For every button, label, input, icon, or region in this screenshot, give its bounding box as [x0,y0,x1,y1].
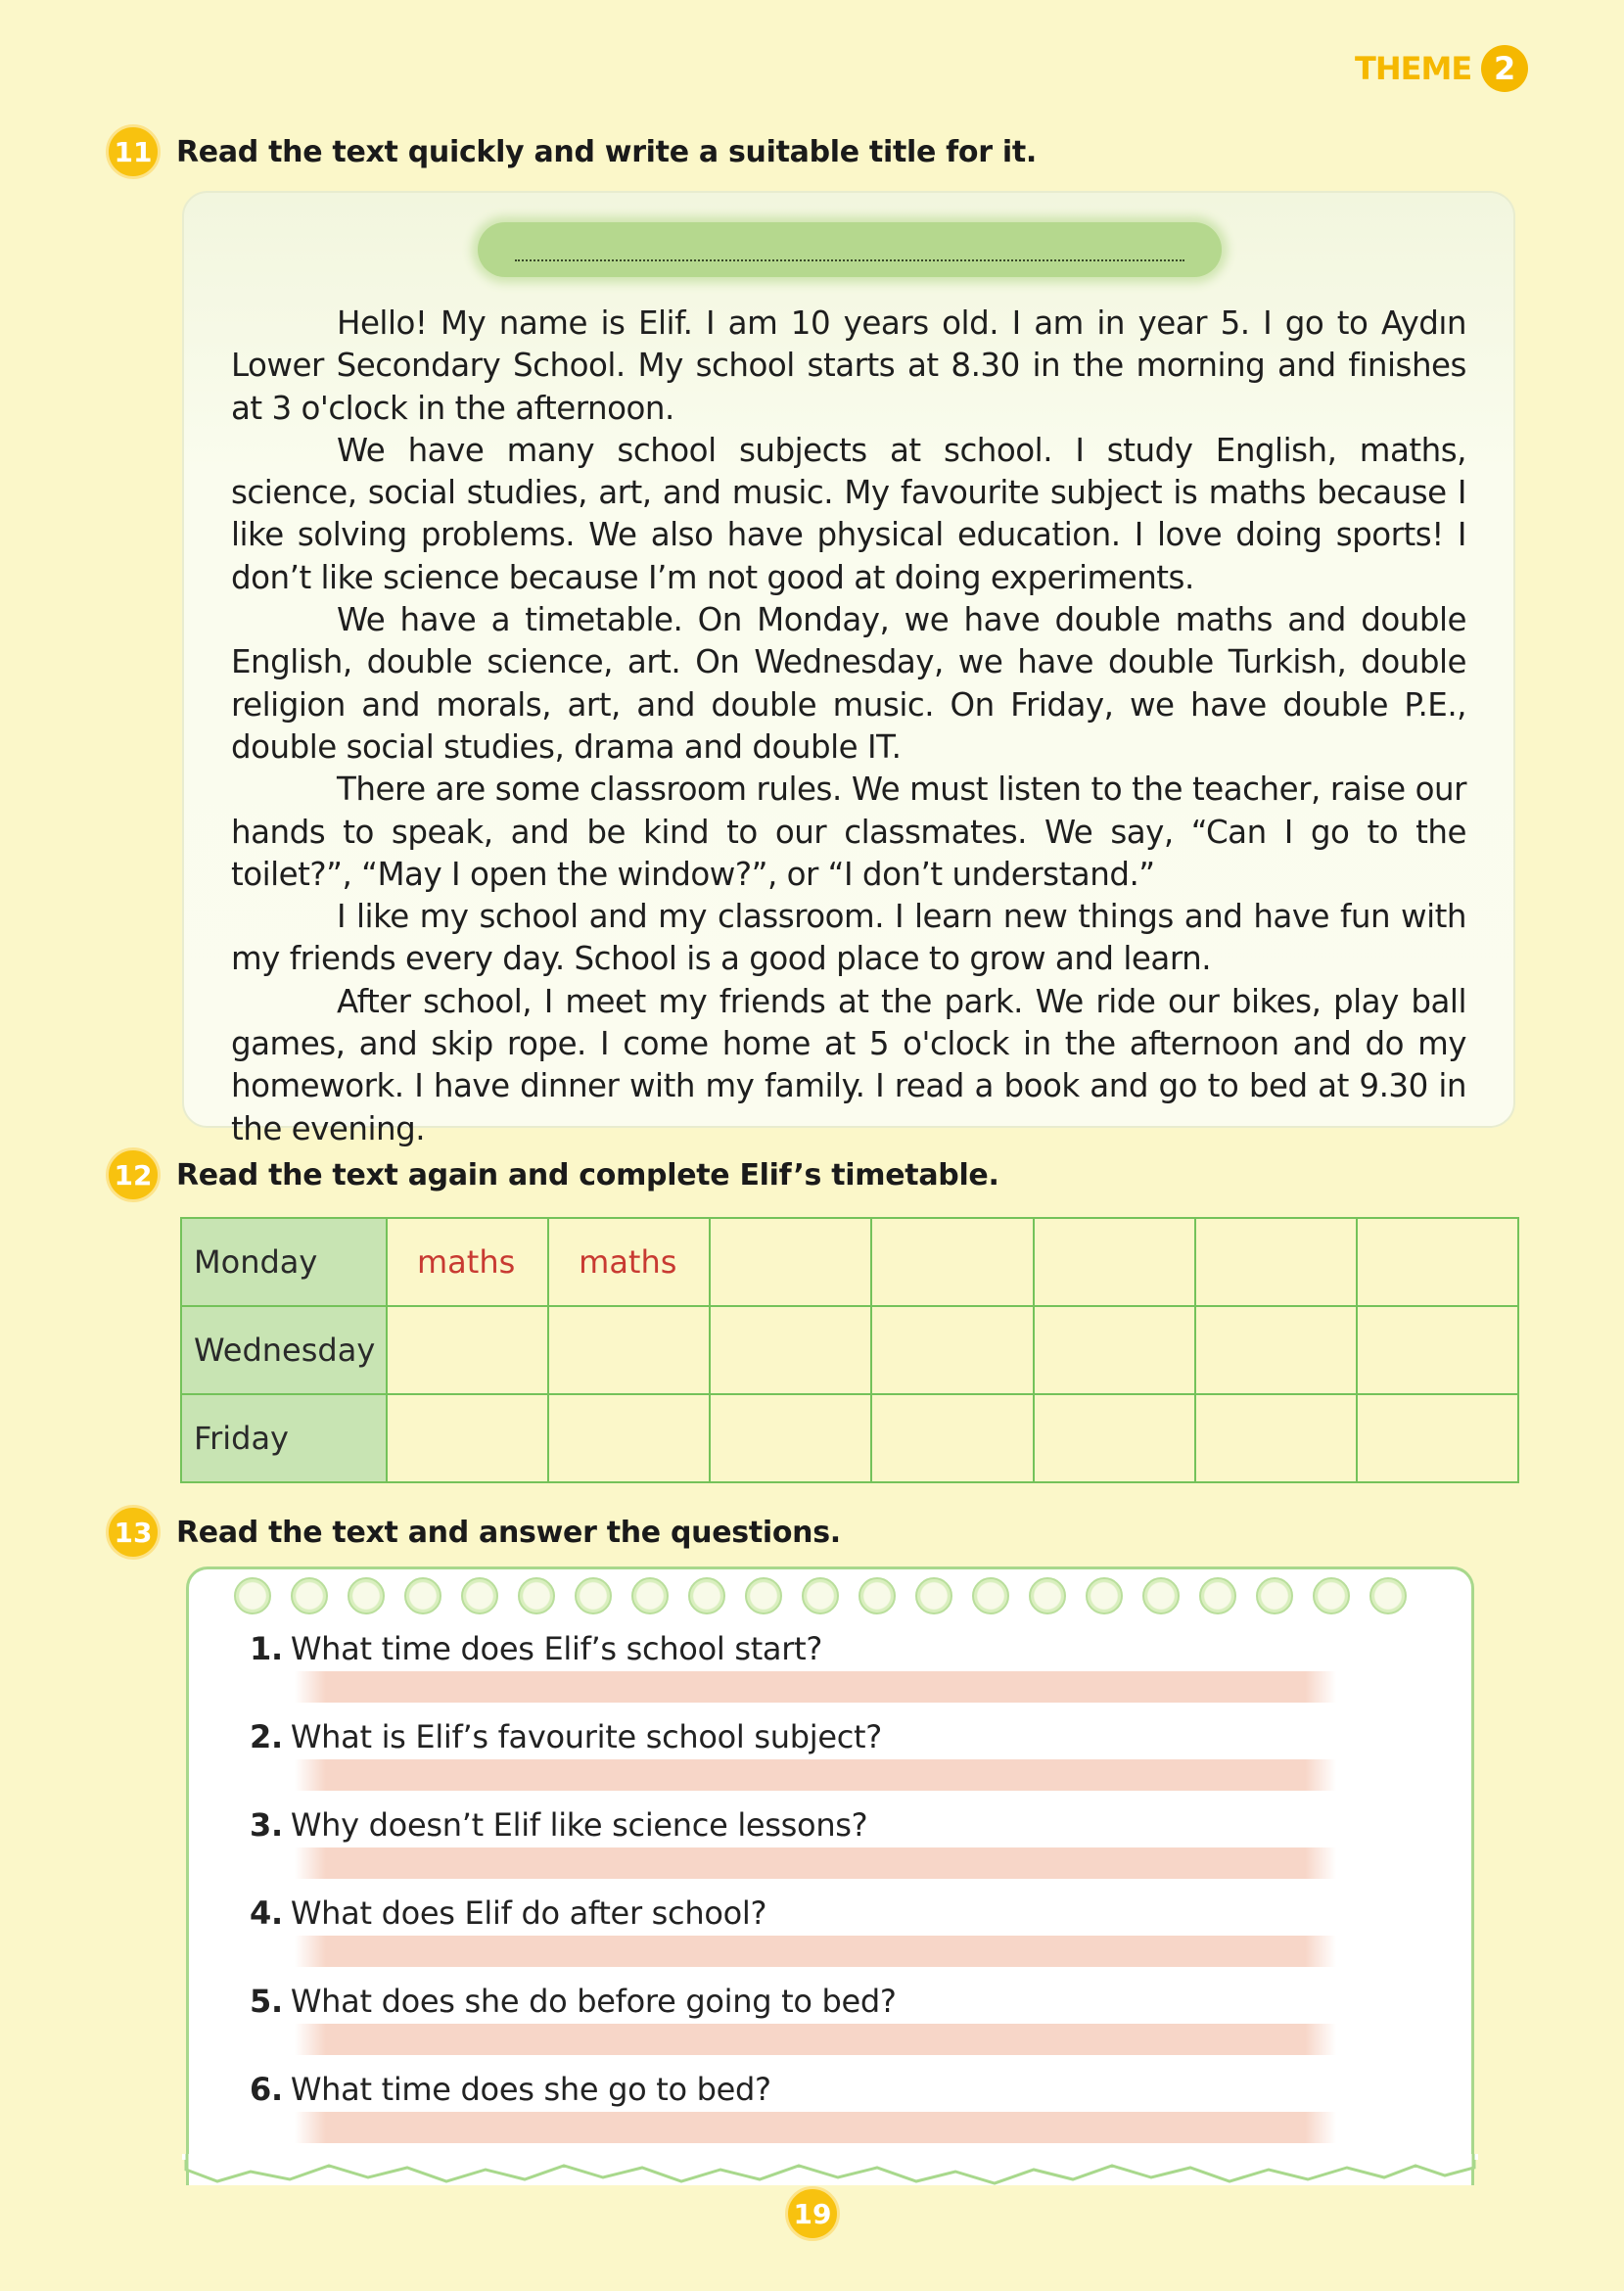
timetable-answer-cell[interactable] [871,1306,1033,1394]
binder-ring [802,1577,839,1614]
paragraph-4: There are some classroom rules. We must listen to the teacher, raise our hands to speak, and be kind to our classmates. We say, “Can I go to the toilet?”, “May I open the window?”, or “I don’t understand.” [231,771,1466,893]
timetable-answer-cell[interactable] [871,1394,1033,1482]
timetable-answer-text [722,1243,740,1281]
theme-number-badge: 2 [1481,45,1528,92]
binder-ring [972,1577,1009,1614]
question-number: 2. [250,1718,283,1755]
question-5 [250,1983,897,2020]
question-1 [250,1630,822,1667]
timetable-answer-text [1208,1243,1226,1281]
question-text: What time does Elif’s school start? [290,1630,823,1667]
question-4 [250,1894,766,1932]
timetable-answer-text [722,1332,740,1369]
timetable-answer-cell[interactable] [387,1306,548,1394]
timetable-answer-text [399,1332,417,1369]
timetable-answer-cell[interactable] [1195,1306,1357,1394]
timetable-answer-cell[interactable] [548,1394,710,1482]
timetable-row [181,1394,1518,1482]
question-text: What time does she go to bed? [290,2071,771,2108]
timetable-day-cell: Wednesday [181,1306,387,1394]
binder-ring [575,1577,612,1614]
torn-paper-edge [182,2154,1478,2193]
exercise-13-number: 13 [106,1505,161,1560]
reading-passage [231,303,1466,1150]
answer-line-2[interactable] [295,1759,1336,1791]
answer-line-3[interactable] [295,1847,1336,1879]
exercise-11-instruction: Read the text quickly and write a suitable title for it. [176,134,1037,169]
timetable-answer-text [722,1420,740,1457]
paragraph-1: Hello! My name is Elif. I am 10 years old. I am in year 5. I go to Aydın Lower Secondary School. My school starts at 8.30 in the morning and finishes at 3 o'clock in the afternoon. [231,304,1466,427]
timetable-answer-text [1208,1332,1226,1369]
timetable-answer-cell[interactable] [1034,1218,1195,1306]
paragraph-5: I like my school and my classroom. I learn new things and have fun with my friends every day. School is a good place to grow and learn. [231,898,1466,978]
answer-line-5[interactable] [295,2024,1336,2055]
title-answer-field[interactable] [478,222,1222,277]
binder-ring [1086,1577,1123,1614]
binder-ring [518,1577,555,1614]
timetable-answer-cell[interactable] [1195,1394,1357,1482]
timetable-answer-cell[interactable] [710,1394,871,1482]
theme-label [1355,45,1528,92]
timetable-answer-cell[interactable] [548,1218,710,1306]
exercise-13-header [106,1505,841,1560]
exercise-11-header [106,124,1037,179]
reading-text-box [182,191,1515,1147]
timetable-answer-cell[interactable] [1034,1394,1195,1482]
notebook-rings [234,1577,1407,1614]
timetable-answer-cell[interactable] [1357,1218,1518,1306]
timetable-day-cell: Friday [181,1394,387,1482]
timetable-answer-cell[interactable] [387,1394,548,1482]
timetable-answer-text [1369,1332,1387,1369]
binder-ring [1029,1577,1066,1614]
timetable-answer-cell[interactable] [871,1218,1033,1306]
answer-line-6[interactable] [295,2112,1336,2143]
binder-ring [291,1577,328,1614]
binder-ring [858,1577,896,1614]
timetable-answer-text: maths [417,1243,516,1281]
question-text: What is Elif’s favourite school subject? [290,1718,882,1755]
answer-line-1[interactable] [295,1671,1336,1703]
timetable-answer-text [399,1420,417,1457]
timetable-answer-cell[interactable] [710,1218,871,1306]
exercise-13-instruction: Read the text and answer the questions. [176,1515,841,1550]
title-dotted-line [515,259,1184,261]
binder-ring [1199,1577,1236,1614]
exercise-12-instruction: Read the text again and complete Elif’s timetable. [176,1157,999,1192]
question-text: What does Elif do after school? [290,1894,767,1932]
timetable-answer-text [884,1332,902,1369]
page-number: 19 [785,2186,840,2241]
timetable-answer-cell[interactable] [387,1218,548,1306]
binder-ring [404,1577,441,1614]
timetable-answer-cell[interactable] [1034,1306,1195,1394]
timetable [180,1217,1519,1483]
timetable-answer-cell[interactable] [548,1306,710,1394]
exercise-12-number: 12 [106,1147,161,1202]
binder-ring [234,1577,271,1614]
question-number: 5. [250,1983,283,2020]
question-number: 1. [250,1630,283,1667]
binder-ring [688,1577,725,1614]
timetable-answer-text [1208,1420,1226,1457]
timetable-answer-text [1046,1243,1064,1281]
answer-line-4[interactable] [295,1936,1336,1967]
timetable-day-cell: Monday [181,1218,387,1306]
binder-ring [1369,1577,1407,1614]
paragraph-3: We have a timetable. On Monday, we have double maths and double English, double science, art. On Wednesday, we have double Turkish, double religion and morals, art, and double music. On Friday, we have double P.E., double social studies, drama and double IT. [231,601,1466,766]
question-number: 3. [250,1806,283,1844]
exercise-12-header [106,1147,999,1202]
timetable-answer-cell[interactable] [710,1306,871,1394]
timetable-answer-cell[interactable] [1195,1218,1357,1306]
question-text: What does she do before going to bed? [290,1983,897,2020]
binder-ring [461,1577,498,1614]
binder-ring [745,1577,782,1614]
notebook-page [186,1566,1474,2185]
timetable-answer-text: maths [579,1243,677,1281]
timetable-answer-cell[interactable] [1357,1306,1518,1394]
question-2 [250,1718,882,1755]
question-text: Why doesn’t Elif like science lessons? [290,1806,868,1844]
timetable-answer-text [1046,1332,1064,1369]
timetable-answer-text [884,1243,902,1281]
binder-ring [631,1577,669,1614]
question-3 [250,1806,867,1844]
timetable-row [181,1306,1518,1394]
question-number: 6. [250,2071,283,2108]
timetable-answer-text [884,1420,902,1457]
timetable-answer-text [1369,1243,1387,1281]
paragraph-6: After school, I meet my friends at the park. We ride our bikes, play ball games, and skip rope. I come home at 5 o'clock in the afternoon and do my homework. I have dinner with my family. I read a book and go to bed at 9.30 in the evening. [231,982,1466,1147]
binder-ring [915,1577,952,1614]
timetable-row [181,1218,1518,1306]
exercise-11-number: 11 [106,124,161,179]
binder-ring [1313,1577,1350,1614]
timetable-answer-cell[interactable] [1357,1394,1518,1482]
timetable-answer-text [1369,1420,1387,1457]
binder-ring [1142,1577,1180,1614]
theme-word: THEME [1355,50,1472,87]
question-6 [250,2071,771,2108]
binder-ring [348,1577,385,1614]
binder-ring [1256,1577,1293,1614]
question-number: 4. [250,1894,283,1932]
timetable-answer-text [561,1332,579,1369]
timetable-answer-text [561,1420,579,1457]
timetable-answer-text [1046,1420,1064,1457]
paragraph-2: We have many school subjects at school. I study English, maths, science, social studies, art, and music. My favourite subject is maths because I like solving problems. We also have physical education. I love doing sports! I don’t like science because I’m not good at doing experiments. [231,431,1466,596]
